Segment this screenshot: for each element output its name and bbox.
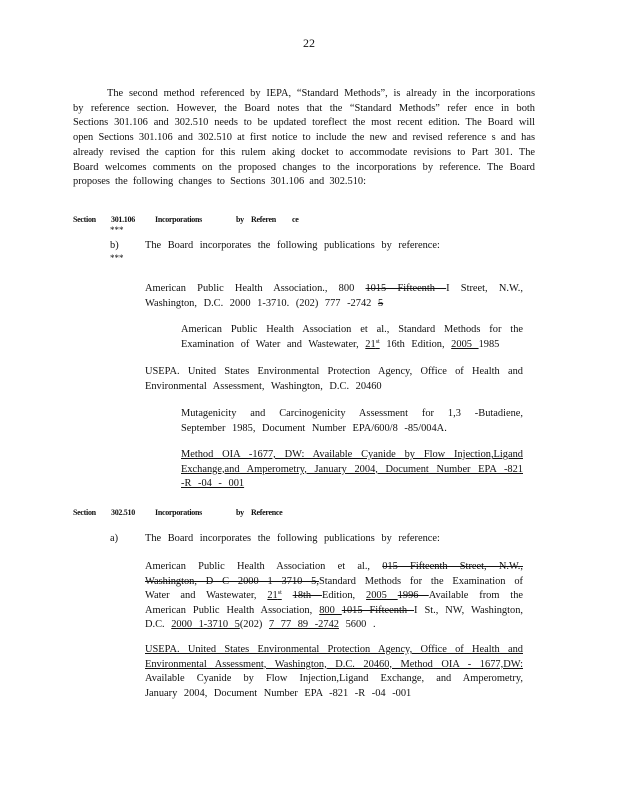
ref-text: 1985	[478, 338, 500, 350]
ref-text: (202)	[239, 619, 269, 631]
reference-usepa-301	[145, 365, 523, 394]
ref-text: USEPA. United States Environmental Protection Agency, Office of Health and Environmental Assessment, Washington, D.C. 20460	[145, 366, 523, 392]
ref-text: 16th Edition,	[386, 338, 452, 350]
ref-text: Standard Methods for the Examination of Water and Wastewater,	[145, 575, 523, 602]
deleted-text: 1015 Fifteenth	[365, 283, 447, 294]
inserted-text: USEPA. United States Environmental Protection Agency, Office of Health and Environmental Assessment, Washington, D.C. 20460, Method OIA - 1677,DW:	[145, 644, 523, 670]
subsection-text: The Board incorporates the following publications by reference:	[145, 240, 440, 251]
deleted-text: 5	[377, 297, 384, 309]
inserted-text: st	[277, 590, 282, 597]
omission-stars: ***	[110, 253, 124, 263]
ref-text: Washington, D.C. 2000 1-3710. (202) 777 -2742	[145, 297, 378, 309]
reference-usepa-302	[145, 643, 523, 701]
ref-text: American Public Health Association et al., Standard Methods for the Examination of Water and Wastewater,	[181, 324, 523, 350]
inserted-text: 7 77 89 -2742	[268, 619, 339, 631]
section-title-part: Reference	[251, 508, 283, 517]
inserted-text: 800	[319, 604, 342, 616]
section-title-part: Incorporations	[155, 215, 202, 224]
intro-paragraph	[73, 87, 535, 190]
inserted-text: 21	[365, 338, 376, 350]
ref-text: Mutagenicity and Carcinogenicity Assessment for 1,3 -Butadiene, September 1985, Document Number EPA/600/8 -85/004A.	[181, 408, 523, 434]
section-label: Section	[73, 508, 96, 517]
section-number: 301.106	[111, 215, 135, 224]
ref-text: Available Cyanide by Flow Injection,Ligand Exchange, and Amperometry, January 2004, Document Number EPA -821 -R -04 -001	[145, 673, 523, 699]
subsection-label: b)	[110, 240, 119, 251]
inserted-text: 2005	[366, 590, 398, 602]
subsection-text: The Board incorporates the following publications by reference:	[145, 533, 440, 544]
deleted-text: 18th	[292, 590, 322, 602]
page-number: 22	[303, 36, 315, 50]
ref-text: 5600 .	[338, 619, 376, 631]
section-title-part: Incorporations	[155, 508, 202, 517]
inserted-text: 2000 1-3710 5	[171, 619, 240, 631]
ref-text: Edition,	[321, 590, 367, 602]
inserted-text: 2005	[451, 338, 479, 350]
ref-text: Available from the American Public Health Association,	[145, 590, 523, 616]
deleted-text: 1015 Fifteenth	[341, 604, 415, 616]
reference-standard-methods-301	[181, 323, 523, 352]
section-label: Section	[73, 215, 96, 224]
ref-text: I St., NW, Washington, D.C.	[145, 604, 523, 631]
omission-stars: ***	[110, 225, 124, 235]
section-302-heading	[73, 508, 373, 518]
section-title-part: Referen	[251, 215, 276, 224]
inserted-text: 21	[267, 590, 278, 602]
reference-apha-302	[145, 560, 523, 633]
inserted-text: st	[375, 338, 380, 345]
ref-text: American Public Health Association., 800	[145, 283, 366, 294]
reference-apha-301	[145, 282, 523, 311]
intro-text: The second method referenced by IEPA, “Standard Methods”, is already in the incorporations by reference section. However, the Board notes that the “Standard Methods” refer ence in both Sections 301.106 and 302.510 needs to be updated toreflect the most recent edition. The Board will open Sections 301.106 and 302.510 at first notice to include the new and revised reference s and has already revised the caption for this rulem aking docket to accommodate revisions to Part 301. The Board welcomes comments on the proposed changes to the incorporations by reference. The Board proposes the following changes to Sections 301.106 and 302.510:	[73, 88, 535, 188]
inserted-text: Method OIA -1677, DW: Available Cyanide by Flow Injection,Ligand Exchange,and Amperometry, January 2004, Document Number EPA -821 -R -04 - 001	[181, 449, 523, 490]
deleted-text: 1996	[397, 590, 429, 602]
section-title-part: by	[236, 508, 244, 517]
deleted-text: 015 Fifteenth Street, N.W., Washington, D C 2000 1 3710 5,	[145, 561, 523, 587]
reference-mutagenicity	[181, 407, 523, 436]
ref-text: I Street, N.W.,	[446, 283, 523, 294]
ref-text: American Public Health Association et al.,	[145, 561, 383, 572]
subsection-label: a)	[110, 533, 119, 544]
section-title-part: ce	[292, 215, 299, 224]
section-number: 302.510	[111, 508, 135, 517]
reference-method-oia	[181, 448, 523, 492]
section-title-part: by	[236, 215, 244, 224]
section-301-heading	[73, 215, 373, 225]
